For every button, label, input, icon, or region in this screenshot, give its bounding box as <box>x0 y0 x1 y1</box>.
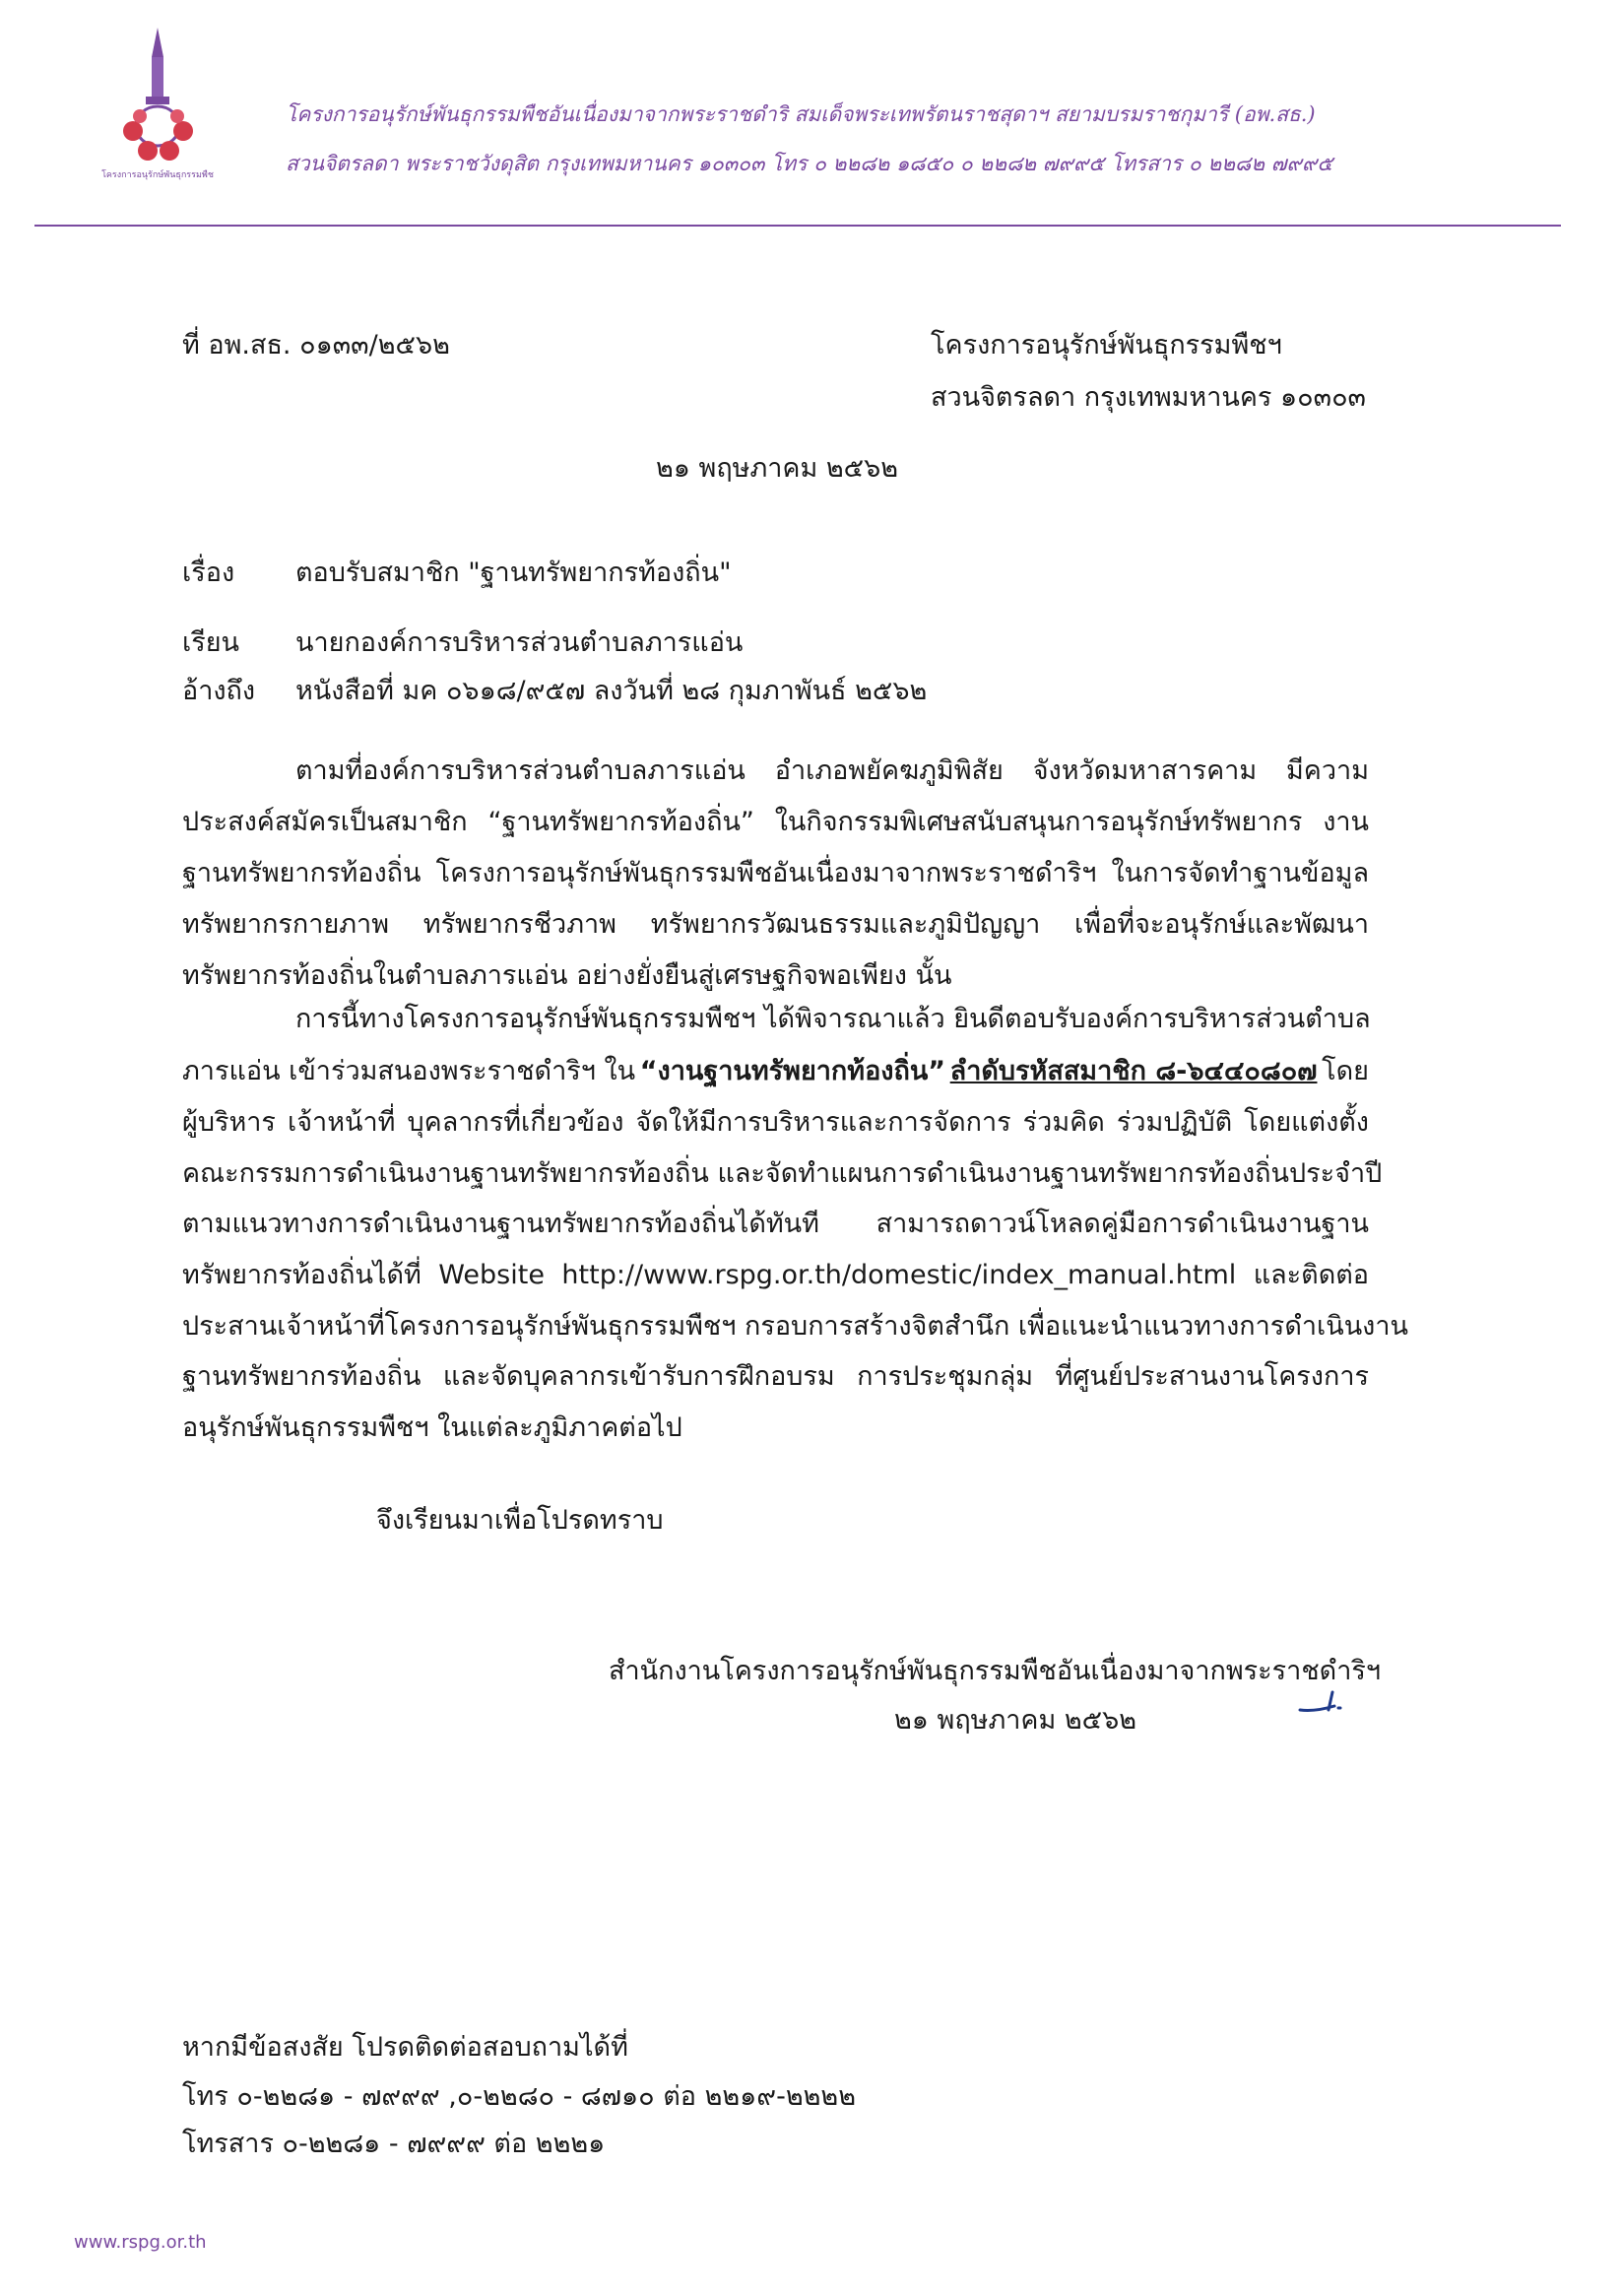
paragraph-2-text: ภารแอ่น เข้าร่วมสนองพระราชดำริฯ ใน <box>182 1056 636 1086</box>
paragraph-1-line: ฐานทรัพยากรท้องถิ่น โครงการอนุรักษ์พันธุกรรมพืชอันเนื่องมาจากพระราชดำริฯ ในการจัดทำฐานข้อมูล <box>182 858 1369 888</box>
reference-number: ที่ อพ.สธ. ๐๑๓๓/๒๕๖๒ <box>182 330 450 361</box>
signatory-date: ๒๑ พฤษภาคม ๒๕๖๒ <box>894 1705 1137 1736</box>
signatory-office: สำนักงานโครงการอนุรักษ์พันธุกรรมพืชอันเนื่องมาจากพระราชดำริฯ <box>609 1656 1382 1686</box>
paragraph-2-line: ผู้บริหาร เจ้าหน้าที่ บุคลากรที่เกี่ยวข้อง จัดให้มีการบริหารและการจัดการ ร่วมคิด ร่วมปฏิบัติ โดยแต่งตั้ง <box>182 1107 1369 1138</box>
paragraph-2-line: คณะกรรมการดำเนินงานฐานทรัพยากรท้องถิ่น และจัดทำแผนการดำเนินงานฐานทรัพยากรท้องถิ่นประจำปี <box>182 1158 1383 1189</box>
paragraph-2-text: โดย <box>1322 1056 1369 1086</box>
paragraph-2-line: การนี้ทางโครงการอนุรักษ์พันธุกรรมพืชฯ ได้พิจารณาแล้ว ยินดีตอบรับองค์การบริหารส่วนตำบล <box>295 1004 1371 1034</box>
paragraph-2-line: ตามแนวทางการดำเนินงานฐานทรัพยากรท้องถิ่นได้ทันที สามารถดาวน์โหลดคู่มือการดำเนินงานฐาน <box>182 1209 1369 1239</box>
paragraph-2-line-website: ทรัพยากรท้องถิ่นได้ที่ Website http://www.rspg.or.th/domestic/index_manual.html และติดต่อ <box>182 1260 1369 1290</box>
reference-label: อ้างถึง <box>182 676 256 706</box>
letterhead-line-2: สวนจิตรลดา พระราชวังดุสิต กรุงเทพมหานคร ๑๐๓๐๓ โทร ๐ ๒๒๘๒ ๑๘๕๐ ๐ ๒๒๘๒ ๗๙๙๕ โทรสาร ๐ ๒๒๘๒ ๗๙๙๕ <box>286 152 1333 175</box>
to-value: นายกองค์การบริหารส่วนตำบลภารแอ่น <box>295 627 744 658</box>
paragraph-1-line: ตามที่องค์การบริหารส่วนตำบลภารแอ่น อำเภอพยัคฆภูมิพิสัย จังหวัดมหาสารคาม มีความ <box>295 755 1369 786</box>
paragraph-1-line: ทรัพยากรกายภาพ ทรัพยากรชีวภาพ ทรัพยากรวัฒนธรรมและภูมิปัญญา เพื่อที่จะอนุรักษ์และพัฒนา <box>182 909 1369 940</box>
closing-text: จึงเรียนมาเพื่อโปรดทราบ <box>376 1505 664 1536</box>
letterhead-rule <box>34 225 1561 227</box>
paragraph-1-line: ประสงค์สมัครเป็นสมาชิก “ฐานทรัพยากรท้องถิ่น” ในกิจกรรมพิเศษสนับสนุนการอนุรักษ์ทรัพยากร งาน <box>182 807 1369 837</box>
signature-mark <box>1295 1680 1354 1720</box>
letterhead-line-1: โครงการอนุรักษ์พันธุกรรมพืชอันเนื่องมาจากพระราชดำริ สมเด็จพระเทพรัตนราชสุดาฯ สยามบรมราชกุมารี (อพ.สธ.) <box>286 102 1316 126</box>
paragraph-2-line: ประสานเจ้าหน้าที่โครงการอนุรักษ์พันธุกรรมพืชฯ กรอบการสร้างจิตสำนึก เพื่อแนะนำแนวทางการดำเนินงาน <box>182 1311 1408 1342</box>
rspg-logo <box>101 28 266 185</box>
paragraph-2-line-member <box>182 1055 1369 1088</box>
paragraph-2-quote: “งานฐานทรัพยากท้องถิ่น” <box>639 1056 946 1086</box>
paragraph-1-line: ทรัพยากรท้องถิ่นในตำบลภารแอ่น อย่างยั่งยืนสู่เศรษฐกิจพอเพียง นั้น <box>182 960 952 991</box>
letter-date: ๒๑ พฤษภาคม ๒๕๖๒ <box>656 453 899 484</box>
sender-line-1: โครงการอนุรักษ์พันธุกรรมพืชฯ <box>931 330 1282 361</box>
subject-value: ตอบรับสมาชิก "ฐานทรัพยากรท้องถิ่น" <box>295 558 732 588</box>
subject-label: เรื่อง <box>182 558 235 588</box>
paragraph-2-line: ฐานทรัพยากรท้องถิ่น และจัดบุคลากรเข้ารับการฝึกอบรม การประชุมกลุ่ม ที่ศูนย์ประสานงานโครงการ <box>182 1361 1369 1392</box>
contact-phone: โทร ๐-๒๒๘๑ - ๗๙๙๙ ,๐-๒๒๘๐ - ๘๗๑๐ ต่อ ๒๒๑๙-๒๒๒๒ <box>182 2081 857 2112</box>
paragraph-2-line: อนุรักษ์พันธุกรรมพืชฯ ในแต่ละภูมิภาคต่อไป <box>182 1412 682 1443</box>
contact-fax: โทรสาร ๐-๒๒๘๑ - ๗๙๙๙ ต่อ ๒๒๒๑ <box>182 2129 606 2159</box>
sender-line-2: สวนจิตรลดา กรุงเทพมหานคร ๑๐๓๐๓ <box>931 382 1367 413</box>
contact-intro: หากมีข้อสงสัย โปรดติดต่อสอบถามได้ที่ <box>182 2032 628 2063</box>
logo-caption: โครงการอนุรักษ์พันธุกรรมพืช <box>101 170 214 180</box>
to-label: เรียน <box>182 627 240 658</box>
footer-url: www.rspg.or.th <box>74 2232 207 2253</box>
reference-value: หนังสือที่ มค ๐๖๑๘/๙๕๗ ลงวันที่ ๒๘ กุมภาพันธ์ ๒๕๖๒ <box>295 676 928 706</box>
member-code: ลำดับรหัสสมาชิก ๘-๖๔๔๐๘๐๗ <box>949 1056 1318 1086</box>
